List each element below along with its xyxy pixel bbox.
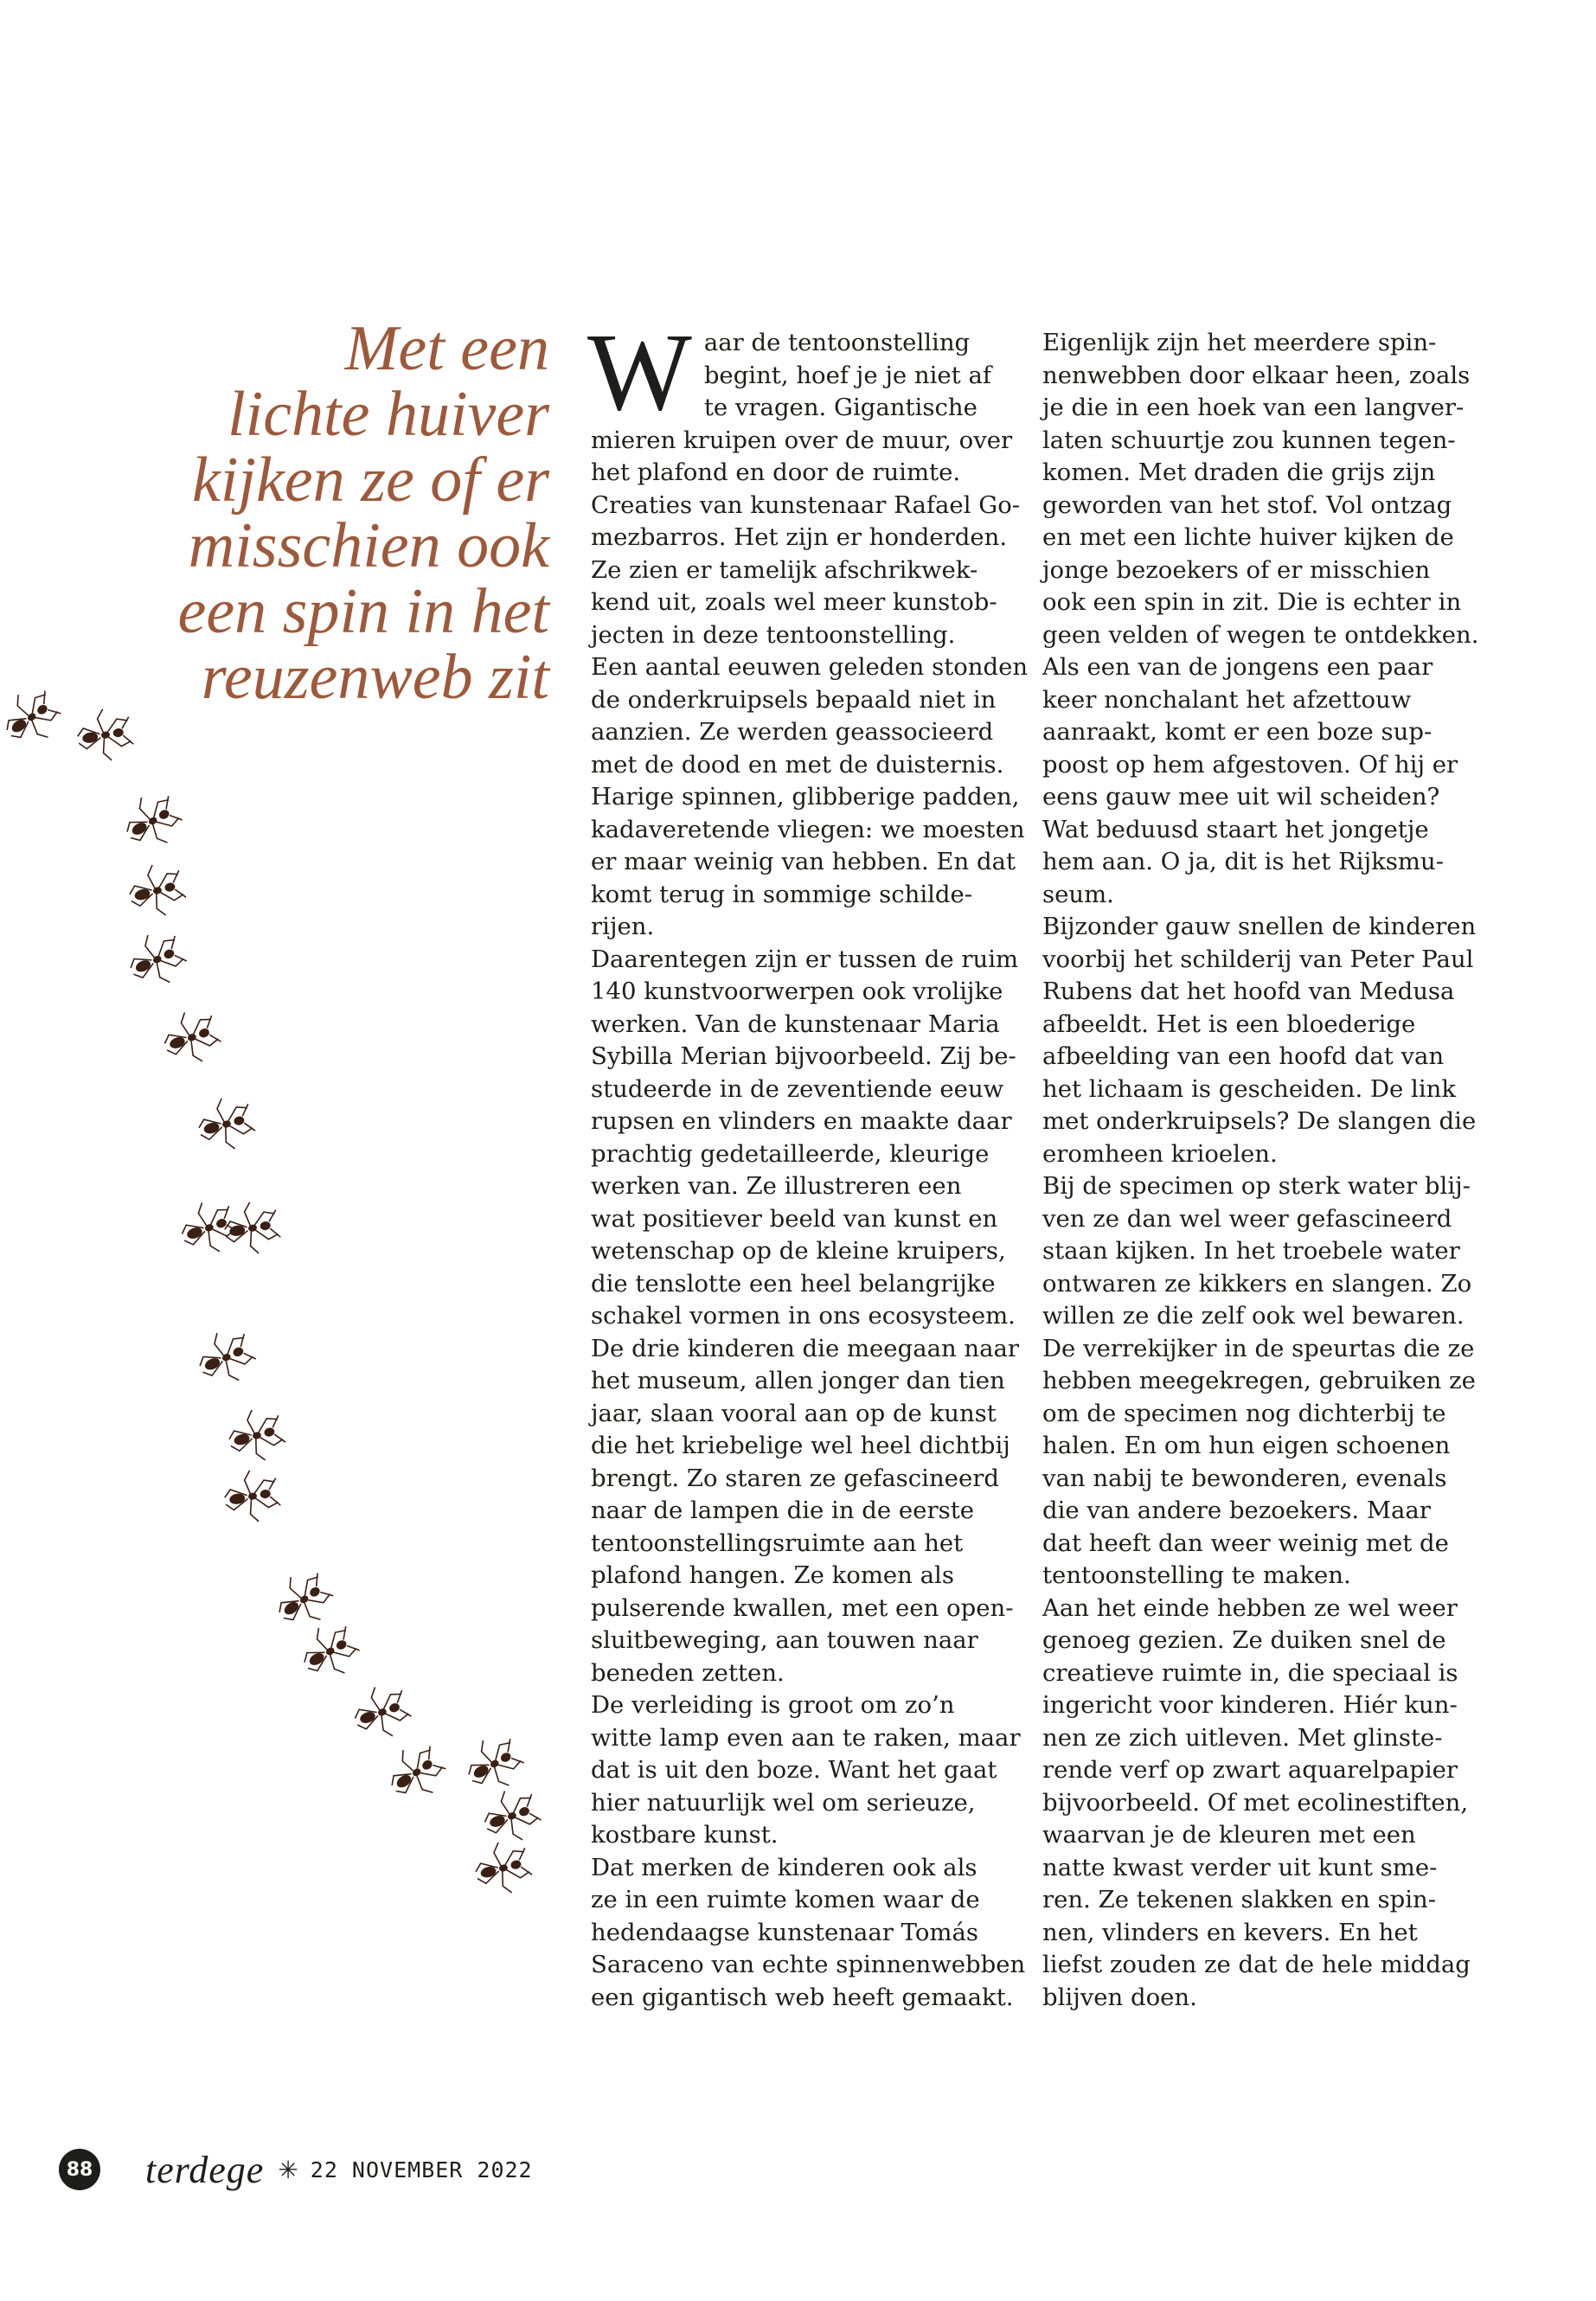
magazine-brand: terdege (145, 2148, 265, 2191)
text-line: komen. Met draden die grijs zijn (1042, 458, 1436, 486)
article-paragraph (1042, 327, 1479, 651)
text-line: studeerde in de zeventiende eeuw (591, 1074, 1004, 1103)
text-line: poost op hem afgestoven. Of hij er (1042, 750, 1458, 779)
text-line: begint, hoef je je niet af (703, 361, 992, 389)
text-line: hem aan. O ja, dit is het Rijksmu- (1042, 848, 1444, 875)
text-line: ze in een ruimte komen waar de (591, 1886, 980, 1913)
ant-icon (379, 1736, 452, 1810)
text-line: naar de lampen die in de eerste (591, 1497, 975, 1524)
text-line: 140 kunstvoorwerpen ook vrolijke (591, 977, 1003, 1005)
text-line: dat heeft dan weer weinig met de (1042, 1529, 1449, 1557)
text-line: De verrekijker in de speurtas die ze (1042, 1334, 1475, 1362)
text-line: Een aantal eeuwen geleden stonden (591, 653, 1029, 681)
text-line: jonge bezoekers of er misschien (1042, 555, 1431, 584)
text-line: afbeelding van een hoofd dat van (1042, 1042, 1445, 1070)
text-line: Creaties van kunstenaar Rafael Go- (591, 490, 1021, 519)
ant-icon (221, 1198, 282, 1259)
text-line: de onderkruipsels bepaald niet in (591, 685, 997, 714)
text-line: Sybilla Merian bijvoorbeeld. Zij be- (591, 1042, 1016, 1070)
text-line: komt terug in sommige schilde- (591, 880, 973, 908)
text-line: het plafond en door de ruimte. (591, 458, 961, 486)
pull-quote-line: reuzenweb zit (201, 642, 549, 713)
text-line: witte lamp even aan te raken, maar (591, 1723, 1021, 1752)
text-line: bijvoorbeeld. Of met ecolinestiften, (1042, 1788, 1469, 1817)
text-line: willen ze die zelf ook wel bewaren. (1042, 1302, 1465, 1330)
text-line: schakel vormen in ons ecosysteem. (591, 1302, 1016, 1330)
text-line: geworden van het stof. Vol ontzag (1042, 490, 1452, 519)
text-line: te vragen. Gigantische (703, 394, 977, 421)
article-paragraph (591, 1852, 1026, 2015)
article-paragraph (1042, 1593, 1475, 2015)
text-line: mieren kruipen over de muur, over (591, 426, 1013, 454)
text-line: wetenschap op de kleine kruipers, (591, 1237, 1006, 1265)
text-line: rupsen en vlinders en maakte daar (591, 1107, 1012, 1135)
drop-cap: W (587, 311, 692, 433)
article-column-1 (587, 311, 1029, 2014)
text-line: prachtig gedetailleerde, kleurige (591, 1139, 990, 1168)
text-line: Bijzonder gauw snellen de kinderen (1042, 913, 1477, 940)
pull-quote (104, 313, 549, 713)
text-line: eens gauw mee uit wil scheiden? (1042, 783, 1440, 811)
ant-icon (121, 925, 192, 995)
text-line: dat is uit den boze. Want het gaat (591, 1756, 997, 1784)
ant-icon (293, 1616, 366, 1688)
ant-icon (193, 1093, 258, 1157)
text-line: Rubens dat het hoofd van Medusa (1042, 977, 1455, 1005)
text-line: ren. Ze tekenen slakken en spin- (1042, 1886, 1437, 1913)
ant-icon (74, 705, 135, 766)
text-line: plafond hangen. Ze komen als (591, 1561, 954, 1589)
pull-quote-line: misschien ook (188, 510, 549, 581)
pull-quote-line: Met een (344, 313, 549, 384)
article-paragraph (591, 651, 1029, 944)
text-line: jaar, slaan vooral aan op de kunst (591, 1399, 997, 1427)
text-line: rijen. (591, 913, 655, 940)
text-line: Daarentegen zijn er tussen de ruim (591, 945, 1019, 973)
text-line: hier natuurlijk wel om serieuze, (591, 1788, 976, 1817)
text-line: laten schuurtje zou kunnen tegen- (1042, 426, 1456, 454)
article-paragraph (591, 1333, 1020, 1690)
text-line: Eigenlijk zijn het meerdere spin- (1042, 329, 1437, 356)
text-line: hebben meegekregen, gebruiken ze (1042, 1367, 1476, 1394)
text-line: ingericht voor kinderen. Hiér kun- (1042, 1691, 1458, 1719)
text-line: Dat merken de kinderen ook als (591, 1853, 977, 1881)
text-line: brengt. Zo staren ze gefascineerd (591, 1464, 999, 1492)
text-line: rende verf op zwart aquarelpapier (1042, 1756, 1458, 1784)
text-line: nen ze zich uitleven. Met glinste- (1042, 1723, 1443, 1752)
ant-icon (116, 785, 189, 857)
text-line: aanraakt, komt er een boze sup- (1042, 718, 1433, 746)
text-line: kostbare kunst. (591, 1821, 779, 1849)
text-line: Bij de specimen op sterk water blij- (1042, 1172, 1471, 1200)
ant-icon (478, 1783, 546, 1850)
text-line: halen. En om hun eigen schoenen (1042, 1432, 1451, 1459)
text-line: om de specimen nog dichterbij te (1042, 1399, 1446, 1427)
ant-icon (190, 1323, 261, 1393)
ants-illustration (0, 675, 571, 1903)
text-line: tentoonstellingsruimte aan het (591, 1529, 964, 1557)
text-line: pulserende kwallen, met een open- (591, 1593, 1014, 1622)
article-column-2 (1042, 327, 1479, 2014)
text-line: waarvan je de kleuren met een (1042, 1821, 1416, 1849)
text-line: sluitbeweging, aan touwen naar (591, 1626, 978, 1654)
page-number: 88 (59, 2149, 100, 2190)
text-line: kadaveretende vliegen: we moesten (591, 815, 1025, 843)
separator-star-icon: ✳ (278, 2155, 298, 2184)
text-line: mezbarros. Het zijn er honderden. (591, 523, 1008, 551)
text-line: met de dood en met de duisternis. (591, 750, 1004, 779)
text-line: keer nonchalant het afzettouw (1042, 685, 1412, 714)
text-line: eromheen krioelen. (1042, 1139, 1278, 1168)
pull-quote-line: een spin in het (177, 576, 549, 647)
text-line: staan kijken. In het troebele water (1042, 1237, 1460, 1265)
text-line: Harige spinnen, glibberige padden, (591, 783, 1020, 811)
article-paragraph (591, 944, 1019, 1333)
text-line: natte kwast verder uit kunt sme- (1042, 1853, 1438, 1881)
text-line: Ze zien er tamelijk afschrikwek- (591, 555, 978, 584)
text-line: werken van. Ze illustreren een (591, 1172, 962, 1200)
ant-icon (470, 1836, 535, 1900)
text-line: blijven doen. (1042, 1983, 1197, 2011)
ant-icon (0, 681, 67, 754)
ant-icon (348, 1679, 416, 1747)
text-line: je die in een hoek van een langver- (1042, 394, 1465, 421)
text-line: ontwaren ze kikkers en slangen. Zo (1042, 1269, 1472, 1298)
text-line: met onderkruipsels? De slangen die (1042, 1107, 1477, 1135)
text-line: een gigantisch web heeft gemaakt. (591, 1983, 1014, 2011)
text-line: van nabij te bewonderen, evenals (1042, 1464, 1447, 1492)
text-line: geen velden of wegen te ontdekken. (1042, 620, 1479, 649)
text-line: liefst zouden ze dat de hele middag (1042, 1951, 1471, 1978)
text-line: en met een lichte huiver kijken de (1042, 523, 1454, 551)
article-paragraph (1042, 651, 1475, 911)
text-line: afbeeldt. Het is een bloederige (1042, 1009, 1416, 1038)
page-footer (59, 2145, 533, 2194)
text-line: aar de tentoonstelling (703, 329, 971, 356)
text-line: kend uit, zoals wel meer kunstob- (591, 588, 997, 616)
ant-icon (458, 1728, 530, 1800)
text-line: Aan het einde hebben ze wel weer (1042, 1593, 1458, 1622)
text-line: die tenslotte een heel belangrijke (591, 1269, 996, 1298)
ant-icon (221, 1466, 282, 1527)
article-paragraph (1042, 911, 1475, 1170)
text-line: aanzien. Ze werden geassocieerd (591, 718, 994, 746)
text-line: wat positiever beeld van kunst en (591, 1204, 998, 1233)
ant-icon (157, 1004, 226, 1072)
issue-date: 22 NOVEMBER 2022 (310, 2157, 533, 2182)
text-line: creatieve ruimte in, die speciaal is (1042, 1658, 1458, 1687)
ant-icon (223, 1404, 288, 1468)
pull-quote-line: lichte huiver (228, 379, 549, 450)
text-line: ook een spin in zit. Die is echter in (1042, 588, 1462, 616)
text-line: Als een van de jongens een paar (1042, 653, 1433, 681)
text-line: De drie kinderen die meegaan naar (591, 1334, 1020, 1362)
article-paragraph (1042, 1170, 1475, 1333)
article-paragraph (1042, 1333, 1475, 1593)
text-line: nenwebben door elkaar heen, zoals (1042, 361, 1471, 389)
text-line: voorbij het schilderij van Peter Paul (1042, 945, 1474, 973)
text-line: jecten in deze tentoonstelling. (591, 620, 956, 649)
text-line: Saraceno van echte spinnenwebben (591, 1951, 1026, 1978)
text-line: seum. (1042, 880, 1114, 908)
text-line: die van andere bezoekers. Maar (1042, 1497, 1431, 1524)
text-line: genoeg gezien. Ze duiken snel de (1042, 1626, 1446, 1654)
ant-icon (124, 859, 189, 923)
text-line: het lichaam is gescheiden. De link (1042, 1074, 1457, 1103)
text-line: het museum, allen jonger dan tien (591, 1367, 1005, 1394)
text-line: werken. Van de kunstenaar Maria (591, 1009, 1000, 1038)
text-line: ven ze dan wel weer gefascineerd (1042, 1204, 1452, 1233)
pull-quote-line: kijken ze of er (192, 445, 549, 516)
text-line: er maar weinig van hebben. En dat (591, 848, 1016, 875)
text-line: hedendaagse kunstenaar Tomás (591, 1918, 978, 1946)
article-paragraph (591, 1689, 1021, 1852)
text-line: De verleiding is groot om zo’n (591, 1691, 955, 1719)
text-line: tentoonstelling te maken. (1042, 1561, 1351, 1589)
text-line: nen, vlinders en kevers. En het (1042, 1918, 1418, 1946)
ant-icon (266, 1563, 340, 1637)
text-line: Wat beduusd staart het jongetje (1042, 815, 1429, 843)
text-line: beneden zetten. (591, 1658, 785, 1687)
text-line: die het kriebelige wel heel dichtbij (591, 1432, 1010, 1459)
